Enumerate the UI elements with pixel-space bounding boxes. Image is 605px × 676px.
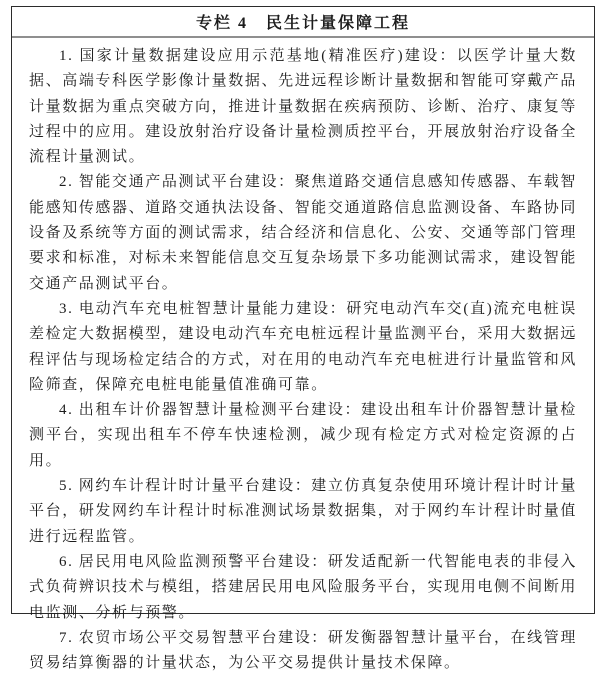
panel-paragraph-1: 1. 国家计量数据建设应用示范基地(精准医疗)建设：以医学计量大数据、高端专科医学影像计量数据、先进远程诊断计量数据和智能可穿戴产品计量数据为重点突破方向，推进计量数据在疾病预防、诊断、治疗、康复等过程中的应用。建设放射治疗设备计量检测质控平台，开展放射治疗设备全流程计量测试。 <box>29 48 577 166</box>
panel-body <box>12 38 594 676</box>
panel-header <box>12 7 594 38</box>
panel-paragraph-7: 7. 农贸市场公平交易智慧平台建设：研发衡器智慧计量平台，在线管理贸易结算衡器的计量状态，为公平交易提供计量技术保障。 <box>29 629 577 672</box>
panel-paragraph-2: 2. 智能交通产品测试平台建设：聚焦道路交通信息感知传感器、车载智能感知传感器、道路交通执法设备、智能交通道路信息监测设备、车路协同设备及系统等方面的测试需求，结合经济和信息化、公安、交通等部门管理要求和标准，对标未来智能信息交互复杂场景下多功能测试需求，建设智能交通产品测试平台。 <box>29 174 577 292</box>
panel-paragraph-3: 3. 电动汽车充电桩智慧计量能力建设：研究电动汽车交(直)流充电桩误差检定大数据模型，建设电动汽车充电桩远程计量监测平台，采用大数据远程评估与现场检定结合的方式，对在用的电动汽车充电桩进行计量监管和风险筛查，保障充电桩电能量值准确可靠。 <box>29 300 577 393</box>
panel-paragraph-4: 4. 出租车计价器智慧计量检测平台建设：建设出租车计价器智慧计量检测平台，实现出租车不停车快速检测，减少现有检定方式对检定资源的占用。 <box>29 402 577 469</box>
panel-paragraph-6: 6. 居民用电风险监测预警平台建设：研发适配新一代智能电表的非侵入式负荷辨识技术与模组，搭建居民用电风险服务平台，实现用电侧不间断用电监测、分析与预警。 <box>29 553 577 621</box>
column-panel <box>11 6 595 672</box>
panel-paragraph-5: 5. 网约车计程计时计量平台建设：建立仿真复杂使用环境计程计时计量平台，研发网约车计程计时标准测试场景数据集，对于网约车计程计时量值进行远程监管。 <box>29 478 577 545</box>
panel-title: 专栏 4 民生计量保障工程 <box>195 15 410 32</box>
